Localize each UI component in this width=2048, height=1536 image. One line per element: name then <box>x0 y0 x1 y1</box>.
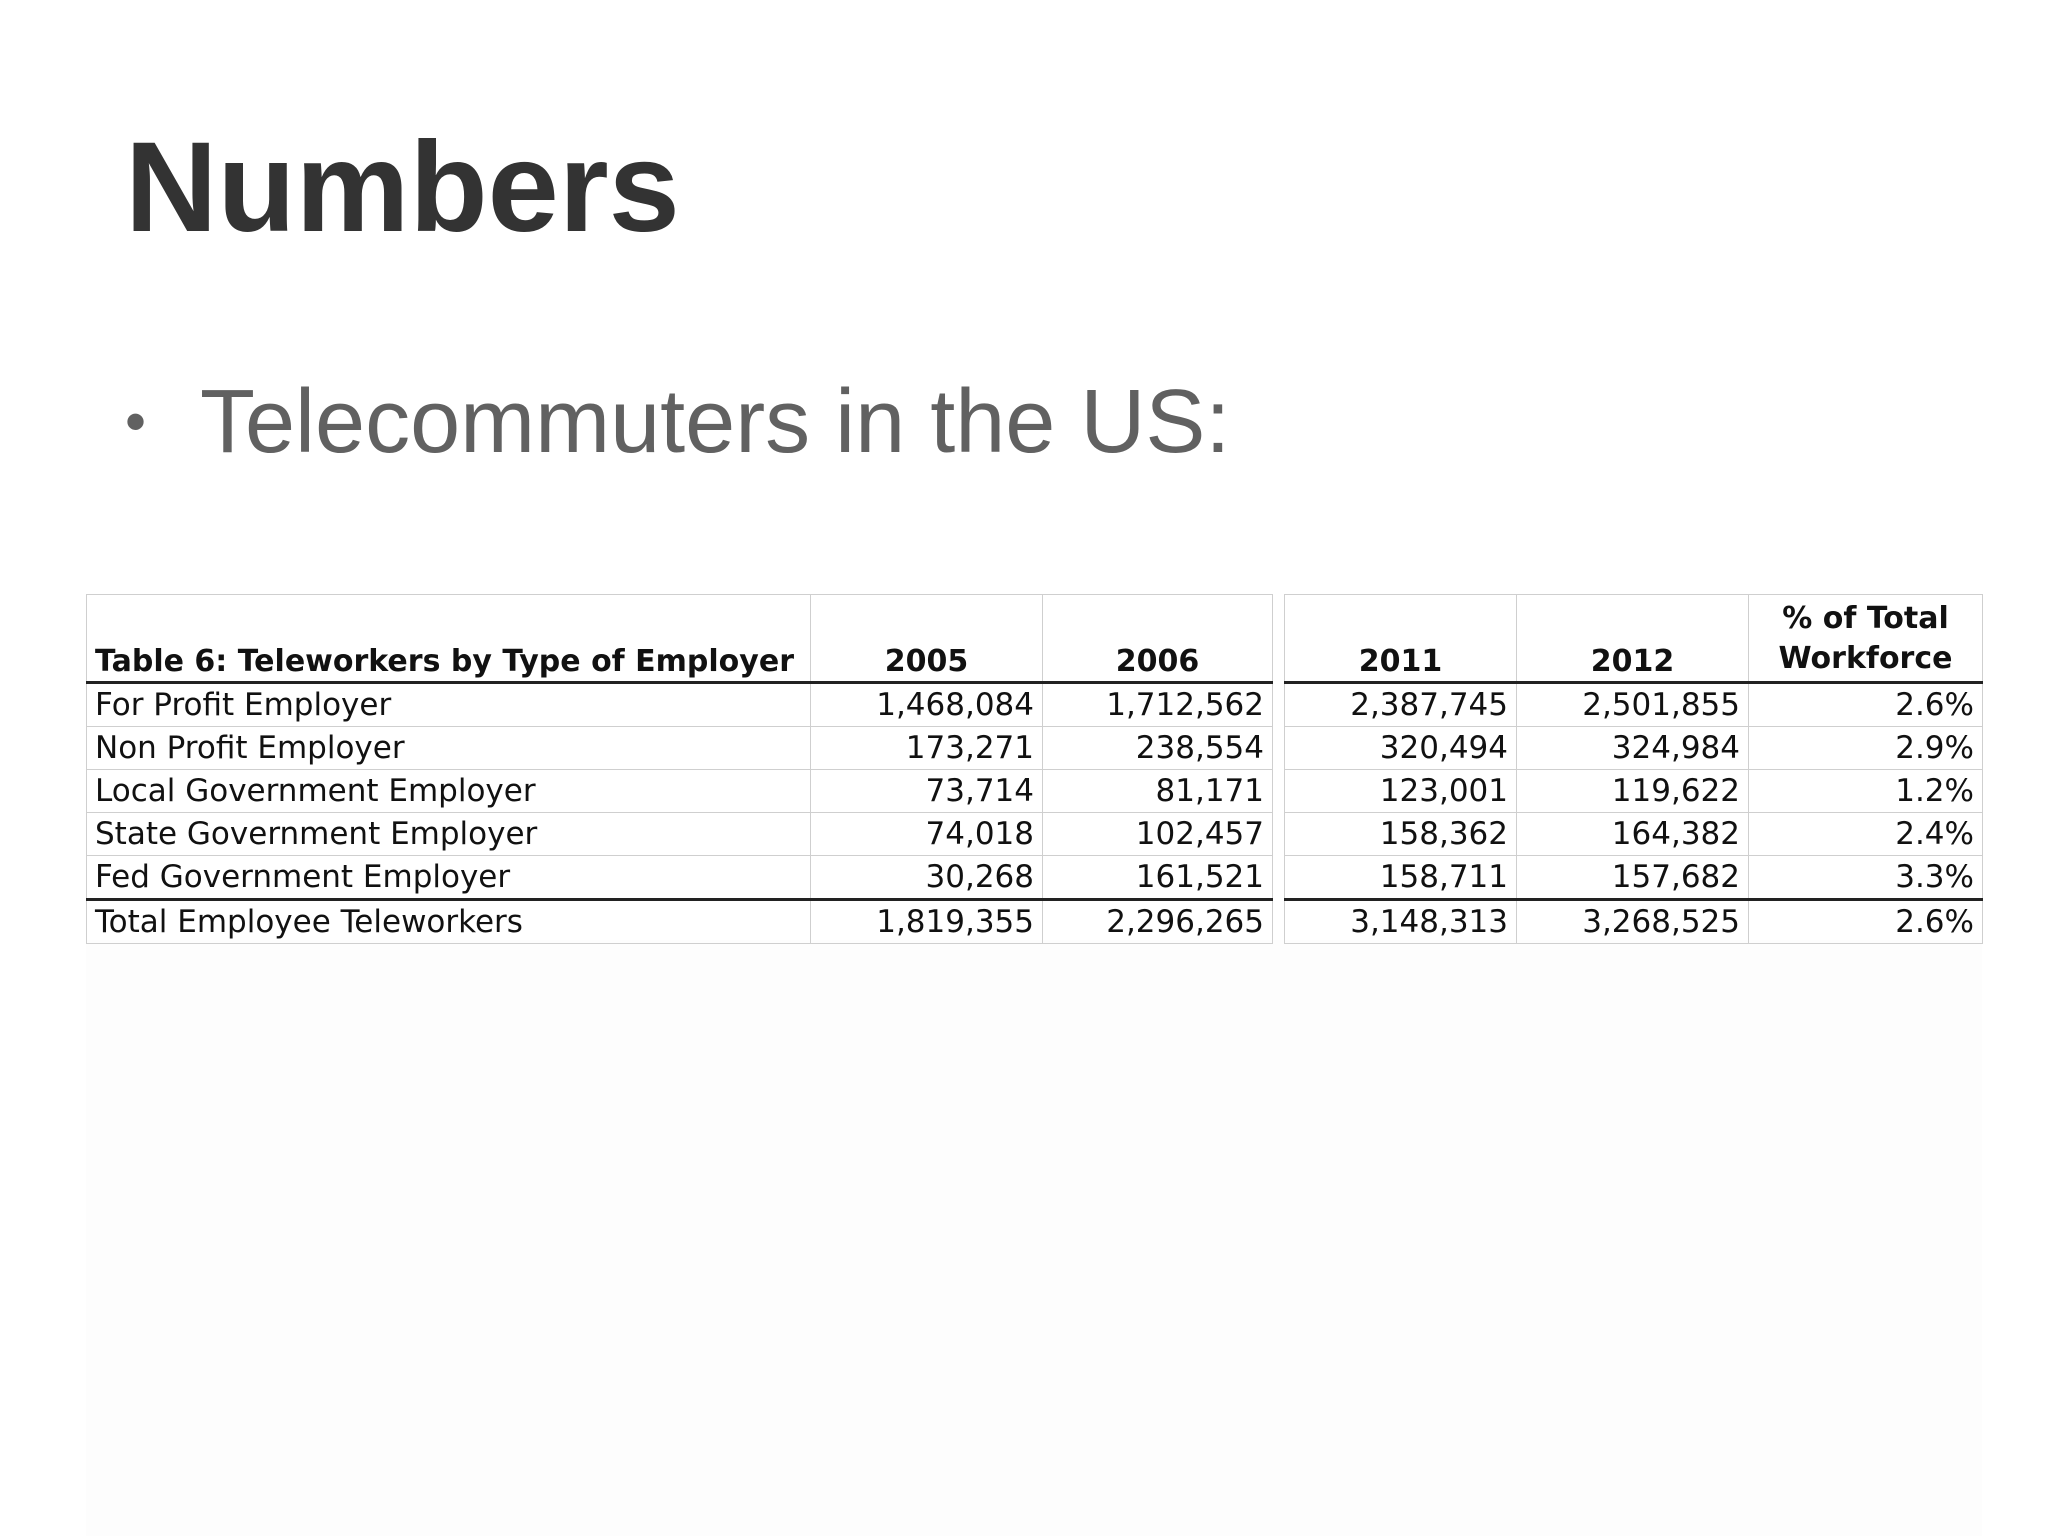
table-cell: 3.3% <box>1749 856 1983 900</box>
table-cell: 173,271 <box>811 727 1043 770</box>
table-left-block <box>86 594 1273 944</box>
table-cell: 3,268,525 <box>1517 900 1749 944</box>
table-cell: 2,296,265 <box>1043 900 1273 944</box>
bullet-point: • <box>125 388 147 455</box>
table-cell: 324,984 <box>1517 727 1749 770</box>
bullet-item <box>125 372 1230 472</box>
table-cell: 1,712,562 <box>1043 683 1273 727</box>
table-cell: 157,682 <box>1517 856 1749 900</box>
table-header-row <box>87 595 1273 683</box>
row-label: Non Profit Employer <box>87 727 811 770</box>
table-cell: 158,711 <box>1285 856 1517 900</box>
table-cell: 2,387,745 <box>1285 683 1517 727</box>
bullet-text: Telecommuters in the US: <box>200 372 1231 472</box>
table-cell: 119,622 <box>1517 770 1749 813</box>
table-image-background <box>86 940 1982 1536</box>
table-cell: 2.4% <box>1749 813 1983 856</box>
column-header-2006: 2006 <box>1043 595 1273 683</box>
row-label: Total Employee Teleworkers <box>87 900 811 944</box>
column-header-2012: 2012 <box>1517 595 1749 683</box>
table-row <box>87 727 1273 770</box>
table-cell: 164,382 <box>1517 813 1749 856</box>
table-total-row <box>1285 900 1983 944</box>
table-cell: 102,457 <box>1043 813 1273 856</box>
table-cell: 74,018 <box>811 813 1043 856</box>
table-cell: 30,268 <box>811 856 1043 900</box>
table-cell: 2.6% <box>1749 683 1983 727</box>
row-label: Local Government Employer <box>87 770 811 813</box>
row-label: Fed Government Employer <box>87 856 811 900</box>
table-cell: 1,819,355 <box>811 900 1043 944</box>
table-cell: 73,714 <box>811 770 1043 813</box>
table-cell: 3,148,313 <box>1285 900 1517 944</box>
table-row <box>1285 856 1983 900</box>
table-row <box>87 856 1273 900</box>
table-header-row <box>1285 595 1983 683</box>
table-total-row <box>87 900 1273 944</box>
table-row <box>87 770 1273 813</box>
table-cell: 2,501,855 <box>1517 683 1749 727</box>
slide-title: Numbers <box>125 116 680 259</box>
table-right-block <box>1284 594 1983 944</box>
table-row <box>1285 813 1983 856</box>
table-cell: 158,362 <box>1285 813 1517 856</box>
table-cell: 1,468,084 <box>811 683 1043 727</box>
table-row <box>1285 770 1983 813</box>
row-label: State Government Employer <box>87 813 811 856</box>
table-caption: Table 6: Teleworkers by Type of Employer <box>87 595 811 683</box>
row-label: For Profit Employer <box>87 683 811 727</box>
table-cell: 320,494 <box>1285 727 1517 770</box>
table-cell: 81,171 <box>1043 770 1273 813</box>
table-row <box>1285 683 1983 727</box>
table-cell: 161,521 <box>1043 856 1273 900</box>
teleworkers-table <box>86 594 1982 940</box>
table-cell: 1.2% <box>1749 770 1983 813</box>
table-cell: 2.9% <box>1749 727 1983 770</box>
column-header-2005: 2005 <box>811 595 1043 683</box>
column-header-percent-line1: % of Total <box>1782 601 1949 636</box>
column-header-percent <box>1749 595 1983 683</box>
table-row <box>87 683 1273 727</box>
table-row <box>1285 727 1983 770</box>
table-cell: 123,001 <box>1285 770 1517 813</box>
table-row <box>87 813 1273 856</box>
table-cell: 238,554 <box>1043 727 1273 770</box>
column-header-percent-line2: Workforce <box>1778 641 1953 676</box>
table-cell: 2.6% <box>1749 900 1983 944</box>
column-header-2011: 2011 <box>1285 595 1517 683</box>
